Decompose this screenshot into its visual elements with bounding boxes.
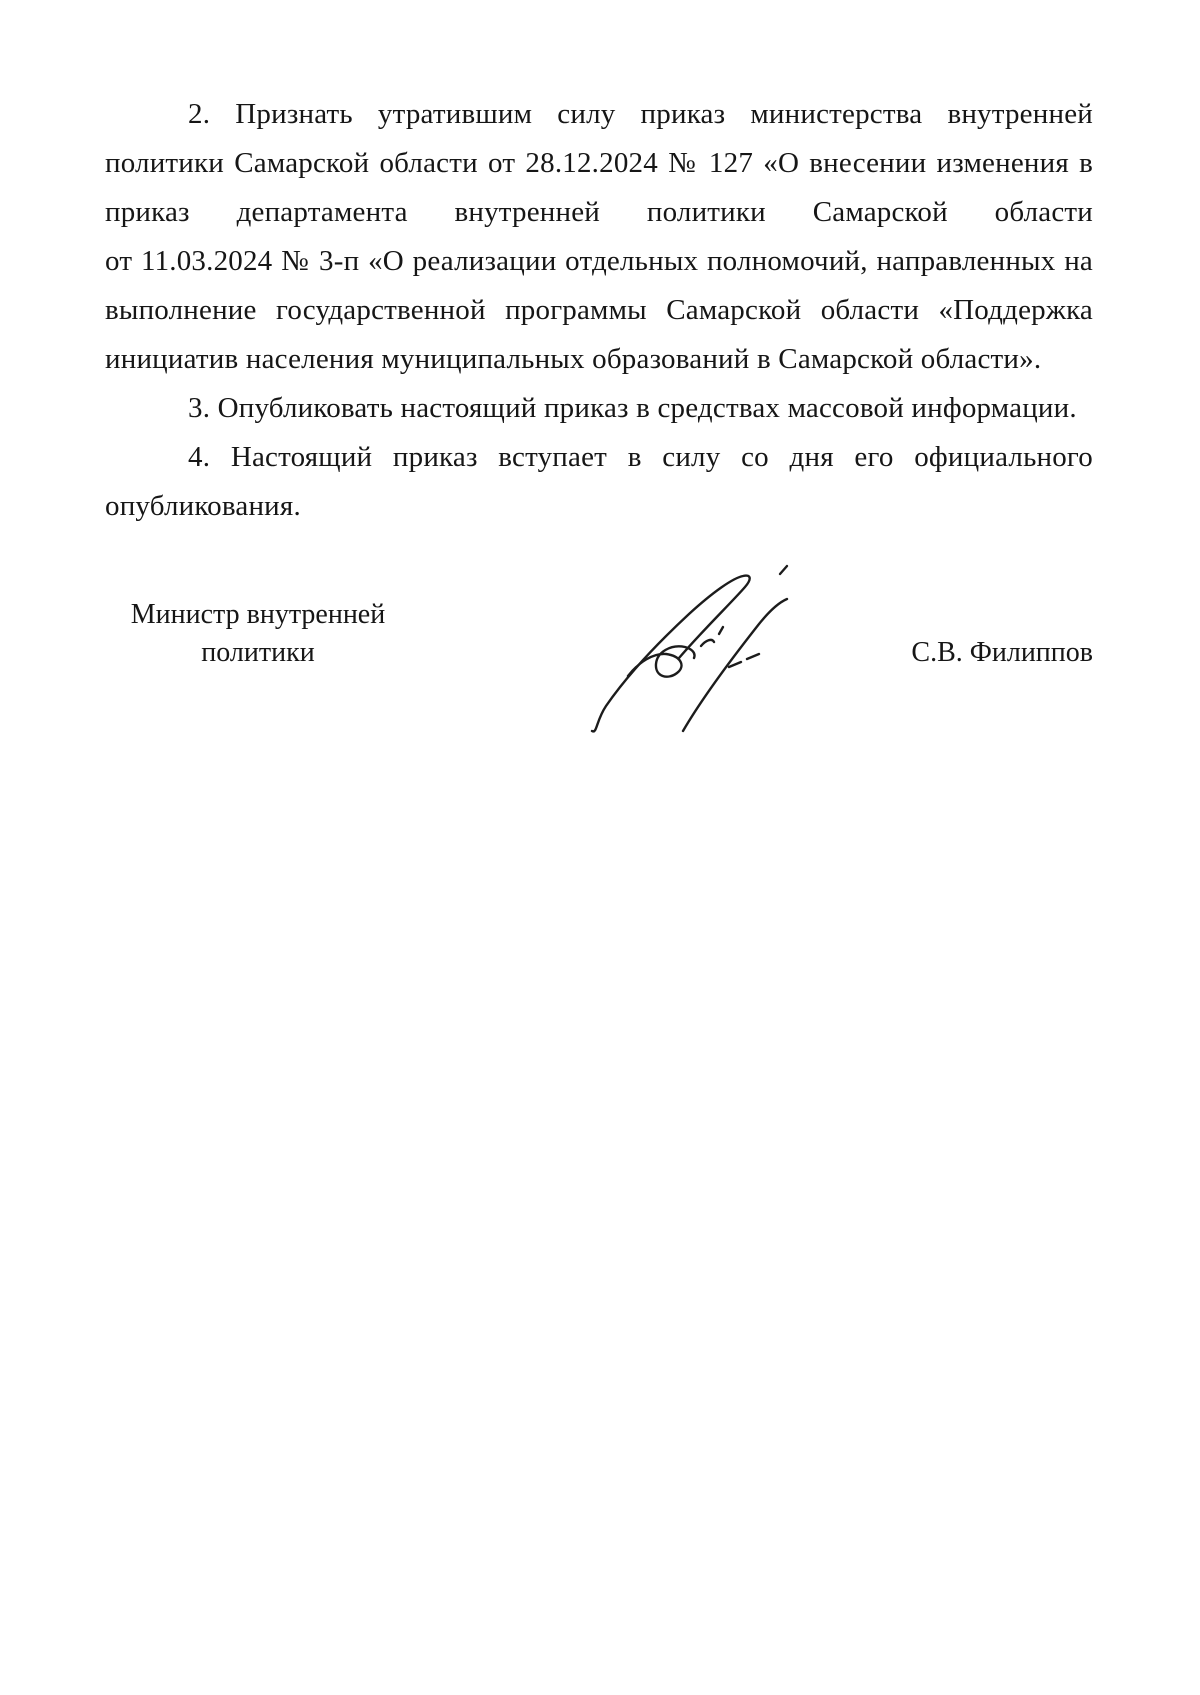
paragraph-2: 2. Признать утратившим силу приказ министерства внутренней политики Самарской области от 28.12.2024 № 127 «О внесении изменения в приказ департамента внутренней политики Самарской области от 11.03.2024 № 3-п «О реализации отдельных полномочий, направленных на выполнение государственной программы Самарской области «Поддержка инициатив населения муниципальных образований в Самарской области». (105, 98, 1093, 375)
signatory-name: С.В. Филиппов (911, 637, 1093, 668)
handwritten-signature-icon (583, 552, 803, 737)
signatory-position-title (122, 596, 394, 672)
signatory-position-line-1: Министр внутренней (130, 599, 386, 630)
signatory-position-line-2: политики (201, 637, 315, 668)
paragraph-3: 3. Опубликовать настоящий приказ в средствах массовой информации. (188, 392, 1077, 424)
order-body-text (105, 90, 1093, 531)
paragraph-4: 4. Настоящий приказ вступает в силу со дня его официального опубликования. (105, 441, 1093, 522)
